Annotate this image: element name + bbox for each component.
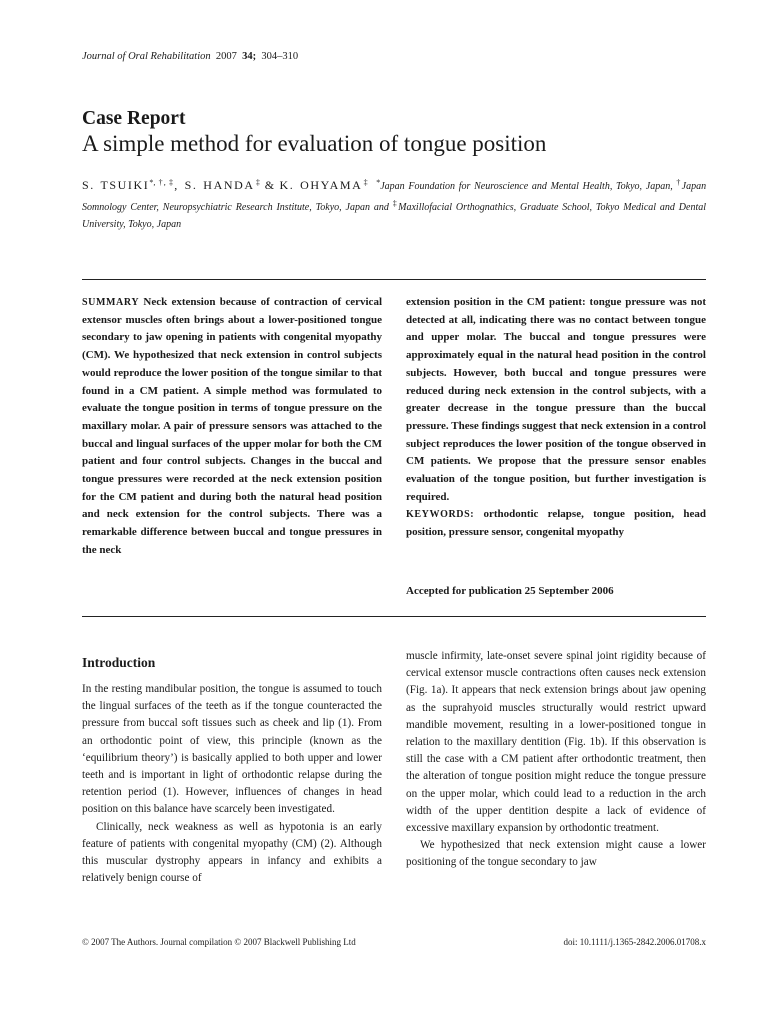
section-heading: Introduction <box>82 655 156 670</box>
summary-text: Neck extension because of contraction of cervical extensor muscles often brings about a lower-positioned tongue secondary to jaw opening in patients with congenital myopathy (CM). We hypothesized that neck extension in control subjects would reproduce the lower position of the tongue similar to that found in a CM patient. A simple method was formulated to evaluate the tongue position in terms of tongue pressure on the maxillary molar. A pair of pressure sensors was attached to the buccal and lingual surfaces of the upper molar for both the CM patient and four control subjects. Changes in the buccal and tongue pressures were recorded at the neck extension position for the CM patient and during both the natural head position and neck extension for the control subjects. There was a remarkable difference between buccal and tongue pressures in the neck <box>82 296 382 556</box>
article-type: Case Report <box>82 108 186 129</box>
journal-pages: 304–310 <box>261 51 299 62</box>
keywords-label: KEYWORDS: <box>406 509 475 521</box>
body-paragraph: In the resting mandibular position, the tongue is assumed to touch the lingual surfaces of the teeth as if the tongue counteracted the pressure from buccal soft tissues such as cheek and lip (1). From an orthodontic point of view, this principle (known as the ‘equilibrium theory’) is basically applied to both upper and lower teeth and is important in light of orthodontic relapse during the retention period (1). However, influences of changes in head position on this balance have scarcely been investigated. <box>82 683 382 816</box>
affiliation: Maxillofacial Orthognathics, Graduate School, Tokyo Medical and Dental University, Tokyo, Japan <box>82 202 707 230</box>
body-column-right <box>406 648 706 872</box>
doi-link[interactable]: doi: 10.1111/j.1365-2842.2006.01708.x <box>563 937 706 947</box>
journal-year: 2007 <box>215 51 237 62</box>
author-name: S. TSUIKI <box>82 178 150 192</box>
article-page <box>82 0 706 1024</box>
journal-volume: 34; <box>242 51 257 62</box>
author-marks: *, †, ‡ <box>149 178 175 187</box>
summary-top-divider <box>82 279 706 280</box>
summary-column-right <box>406 294 706 542</box>
affiliation-mark: † <box>676 178 682 187</box>
summary-label: SUMMARY <box>82 297 140 308</box>
body-paragraph: Clinically, neck weakness as well as hypotonia is an early feature of patients with congenital myopathy (CM) (2). Although this muscular dystrophy appears in infancy and exhibits a relatively benign course of <box>82 820 382 885</box>
accepted-date: Accepted for publication 25 September 2006 <box>406 585 614 597</box>
affiliation: Japan Foundation for Neuroscience and Mental Health, Tokyo, Japan, <box>380 181 673 192</box>
author-ampersand: & <box>264 178 276 192</box>
summary-bottom-divider <box>82 616 706 617</box>
journal-name: Journal of Oral Rehabilitation <box>82 51 211 62</box>
affiliation-mark: ‡ <box>392 199 399 208</box>
copyright-notice: © 2007 The Authors. Journal compilation © 2007 Blackwell Publishing Ltd <box>82 937 356 947</box>
body-column-left <box>82 681 382 887</box>
affiliation-mark: * <box>376 178 381 187</box>
body-paragraph: We hypothesized that neck extension might cause a lower positioning of the tongue secondary to jaw <box>406 839 706 869</box>
affiliation: Japan Somnology Center, Neuropsychiatric Research Institute, Tokyo, Japan and <box>82 181 707 213</box>
body-paragraph: muscle infirmity, late-onset severe spinal joint rigidity because of cervical extensor muscle contractions often causes neck extension (Fig. 1a). It appears that neck extension brings about jaw opening as the suprahyoid muscles structurally would restrict upward mandible movement, resulting in a lower-positioned tongue in relation to the maxillary dentition (Fig. 1b). If this observation is still the case with a CM patient after orthodontic treatment, then the alteration of tongue position might reduce the tongue pressure on the upper molar, which could lead to a reduction in the arch width of the upper dentition despite a lack of evidence of excessive maxillary expansion by orthodontic treatment. <box>406 650 706 835</box>
journal-citation <box>82 51 298 62</box>
author-marks: ‡ <box>254 178 262 187</box>
keywords-text: orthodontic relapse, tongue position, head position, pressure sensor, congenital myopathy <box>406 508 707 539</box>
author-marks: ‡ <box>362 178 369 187</box>
author-block: S. TSUIKI*, †, ‡, S. HANDA‡ & K. OHYAMA‡ *Japan Foundation for Neuroscience and Mental Health, Tokyo, Japan, †Japan Somnology Center, Neuropsychiatric Research Institute, Tokyo, Japan and ‡Maxillofacial Orthognathics, Graduate School, Tokyo Medical and Dental University, Tokyo, Japan <box>82 178 707 230</box>
article-title: A simple method for evaluation of tongue position <box>82 131 547 156</box>
summary-column-left <box>82 294 382 560</box>
summary-text: extension position in the CM patient: tongue pressure was not detected at all, indicating there was no contact between tongue and upper molar. The buccal and tongue pressures were approximately equal in the natural head position in the control subjects. However, both buccal and tongue pressures were reduced during neck extension in the control subjects, with a greater decrease in the tongue pressure than the buccal pressure. These findings suggest that neck extension in a control subject reproduces the lower position of the tongue observed in CM patients. We propose that the pressure sensor enables evaluation of the tongue position, but further investigation is required. <box>406 296 706 503</box>
author-name: S. HANDA <box>184 178 255 192</box>
author-name: K. OHYAMA <box>279 178 363 192</box>
